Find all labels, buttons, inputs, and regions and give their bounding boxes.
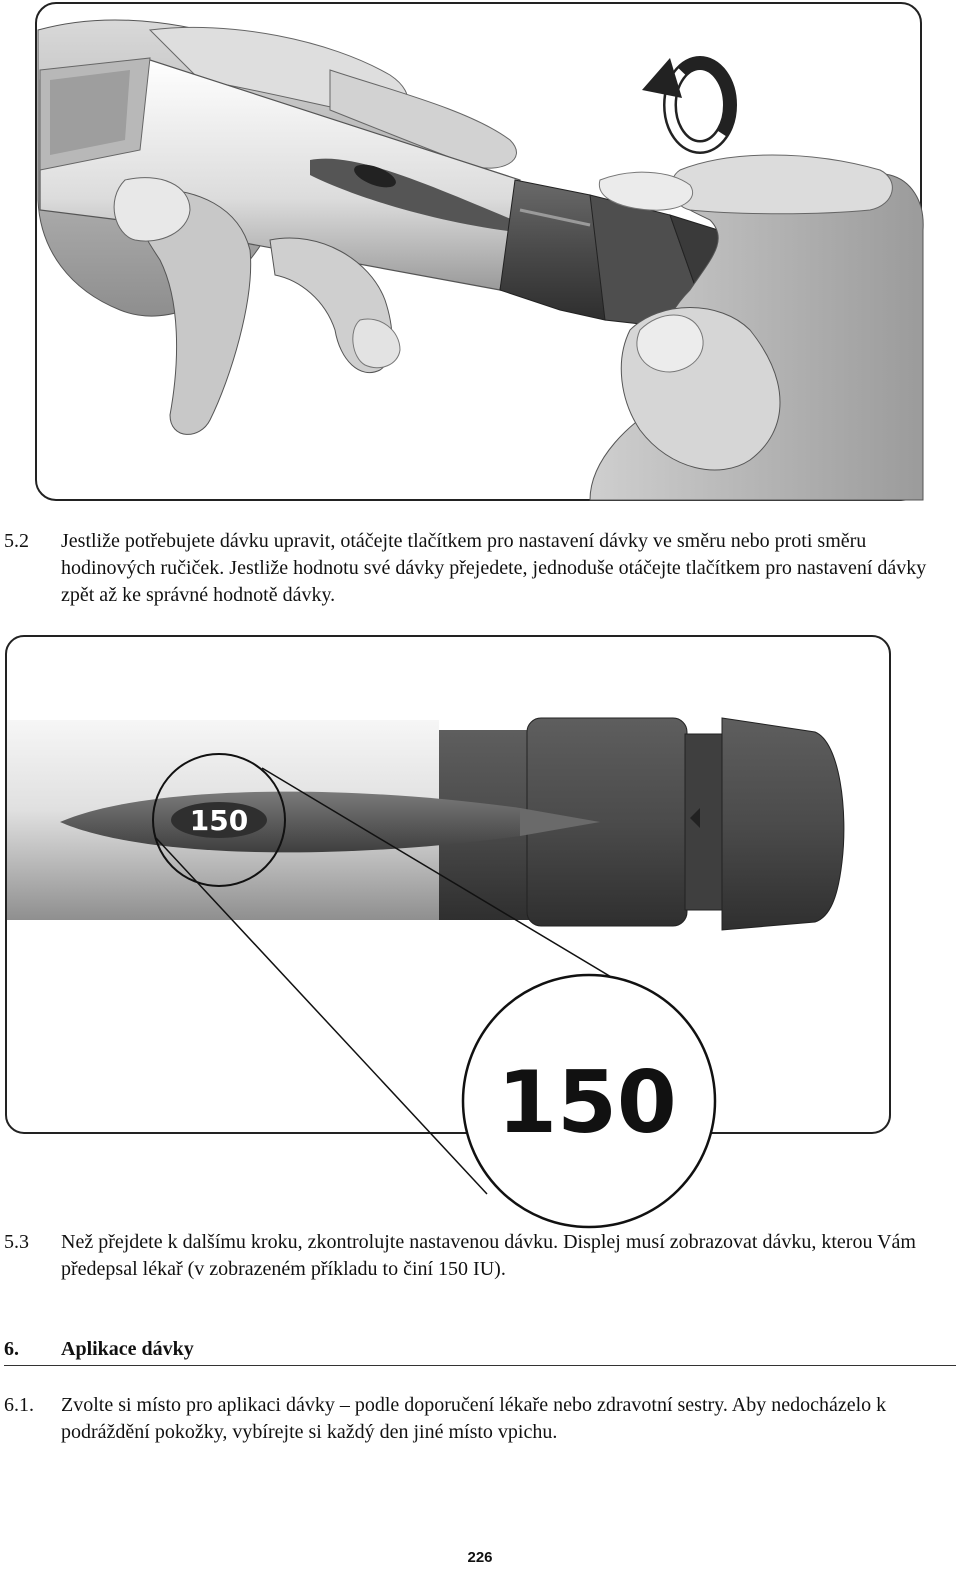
section-title: Aplikace dávky: [61, 1338, 194, 1360]
section-heading: [4, 1336, 956, 1366]
step-5-2: [4, 528, 934, 609]
section-number: 6.: [4, 1338, 19, 1360]
step-text: Jestliže potřebujete dávku upravit, otáčejte tlačítkem pro nastavení dávky ve směru nebo proti směru hodinových ručiček. Jestliže hodnotu své dávky přejedete, jednoduše otáčejte tlačítkem pro nastavení dávky zpět až ke správné hodnotě dávky.: [61, 530, 927, 606]
dose-display-zoom: 150: [497, 1053, 677, 1153]
step-5-3: [4, 1229, 934, 1283]
step-number: 5.3: [4, 1231, 29, 1253]
figure-dose-display-closeup: [0, 632, 900, 1232]
step-6-1: [4, 1392, 934, 1446]
step-number: 5.2: [4, 530, 29, 552]
step-text: Zvolte si místo pro aplikaci dávky – podle doporučení lékaře nebo zdravotní sestry. Aby nedocházelo k podráždění pokožky, vybírejte si každý den jiné místo vpichu.: [61, 1394, 887, 1443]
dose-display-value: 150: [189, 804, 249, 837]
step-number: 6.1.: [4, 1394, 34, 1416]
figure-hands-turning-dose-knob: [30, 0, 930, 505]
step-text: Než přejdete k dalšímu kroku, zkontrolujte nastavenou dávku. Displej musí zobrazovat dávku, kterou Vám předepsal lékař (v zobrazeném příkladu to činí 150 IU).: [61, 1231, 916, 1280]
page-number: 226: [467, 1549, 493, 1566]
